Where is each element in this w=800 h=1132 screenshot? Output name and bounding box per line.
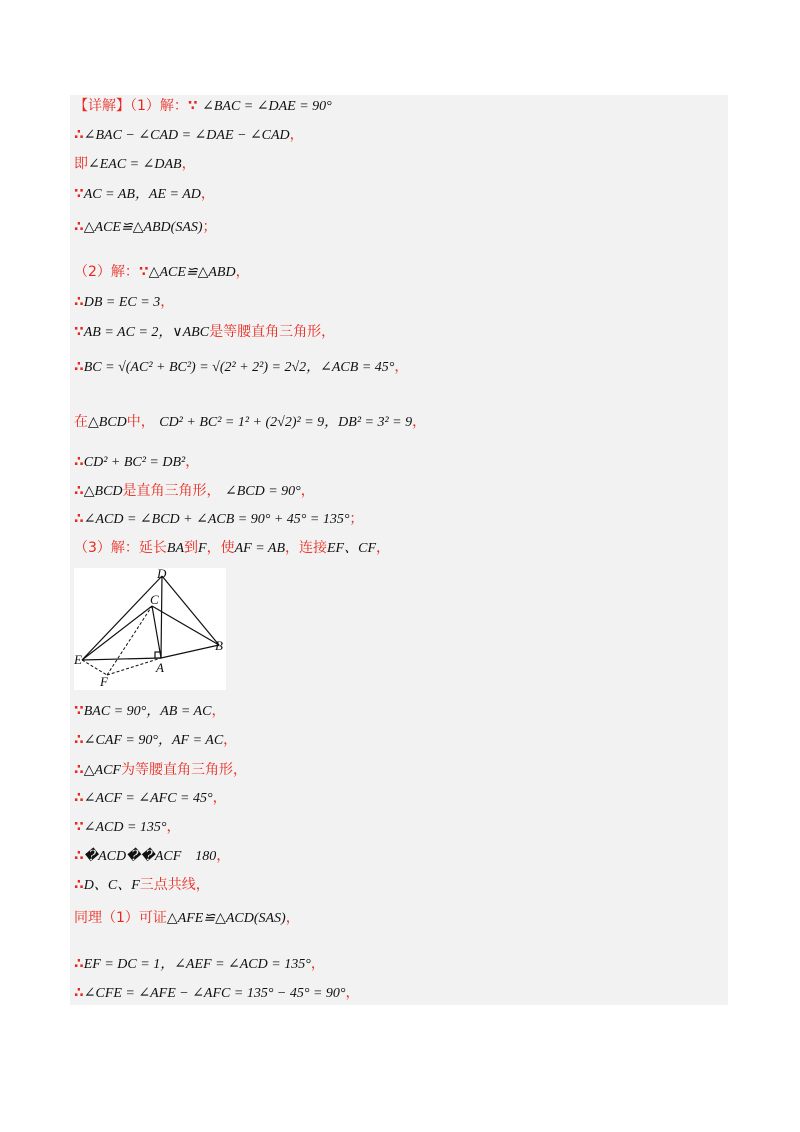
- therefore-symbol: ∴: [74, 762, 84, 778]
- segment-ab: [161, 645, 219, 658]
- solution-line-14: （3）解：延长BA到F，使AF = AB，连接EF、CF，: [74, 540, 390, 556]
- solution-line-12: ∴△BCD是直角三角形， ∠BCD = 90°，: [74, 483, 315, 499]
- solution-line-2: ∴∠BAC − ∠CAD = ∠DAE − ∠CAD，: [74, 127, 304, 143]
- math-expression: CD² + BC² = 1² + (2√2)² = 9，DB² = 3² = 9: [159, 415, 413, 430]
- label-d: D: [157, 568, 167, 581]
- math-expression: ∠CAF = 90°，AF = AC: [83, 733, 224, 748]
- label-b: B: [215, 638, 223, 653]
- solution-line-15: ∵BAC = 90°，AB = AC，: [74, 703, 226, 719]
- label-e: E: [74, 652, 82, 667]
- because-symbol: ∵: [187, 98, 198, 114]
- math-expression: ∠CFE = ∠AFE − ∠AFC = 135° − 45° = 90°: [83, 986, 346, 1001]
- solution-line-22: 同理（1）可证△AFE≌△ACD(SAS)，: [74, 910, 300, 926]
- math-expression: △ACE≌△ABD: [148, 265, 236, 280]
- math-expression: EF = DC = 1，∠AEF = ∠ACD = 135°: [83, 957, 311, 972]
- label-f: F: [100, 674, 108, 689]
- math-expression: △BCD: [88, 415, 127, 430]
- math-expression: BAC = 90°，AB = AC: [83, 704, 212, 719]
- therefore-symbol: ∴: [74, 359, 84, 375]
- solution-line-6: （2）解：∵△ACE≌△ABD，: [74, 264, 250, 280]
- solution-line-16: ∴∠CAF = 90°，AF = AC，: [74, 732, 238, 748]
- therefore-symbol: ∴: [74, 127, 84, 143]
- math-expression: BC = √(AC² + BC²) = √(2² + 2²) = 2√2，∠ACB = 45°: [83, 360, 395, 375]
- because-symbol: ∵: [74, 703, 84, 719]
- label-a: A: [156, 660, 164, 675]
- math-expression: ∠EAC = ∠DAB: [88, 157, 182, 172]
- geometry-figure: [74, 568, 226, 690]
- therefore-symbol: ∴: [74, 877, 84, 893]
- solution-line-10: 在△BCD中， CD² + BC² = 1² + (2√2)² = 9，DB² = 3² = 9，: [74, 414, 427, 430]
- solution-line-18: ∴∠ACF = ∠AFC = 45°，: [74, 790, 227, 806]
- segment-ef: [82, 660, 107, 675]
- solution-line-5: ∴△ACE≌△ABD(SAS)；: [74, 219, 217, 235]
- solution-line-17: ∴△ACF为等腰直角三角形，: [74, 762, 247, 778]
- math-expression: ∠BAC − ∠CAD = ∠DAE − ∠CAD: [83, 128, 290, 143]
- solution-line-8: ∵AB = AC = 2，∨ABC是等腰直角三角形，: [74, 324, 336, 340]
- math-expression: AB = AC = 2，∨ABC: [83, 325, 210, 340]
- prefix-text: 【详解】（1）解：: [74, 98, 188, 114]
- solution-line-19: ∵∠ACD = 135°，: [74, 819, 181, 835]
- therefore-symbol: ∴: [74, 454, 84, 470]
- solution-line-21: ∴D、C、F三点共线，: [74, 877, 210, 893]
- math-expression: ∠BAC = ∠DAE = 90°: [202, 99, 332, 114]
- math-expression: △BCD: [83, 484, 123, 499]
- solution-line-13: ∴∠ACD = ∠BCD + ∠ACB = 90° + 45° = 135°；: [74, 511, 364, 527]
- segment-de: [82, 576, 162, 660]
- math-expression: AC = AB，AE = AD: [83, 187, 201, 202]
- solution-line-3: 即∠EAC = ∠DAB，: [74, 156, 196, 172]
- segment-cb: [152, 606, 219, 645]
- solution-line-7: ∴DB = EC = 3，: [74, 294, 175, 310]
- solution-line-9: ∴BC = √(AC² + BC²) = √(2² + 2²) = 2√2，∠ACB = 45°，: [74, 359, 409, 375]
- therefore-symbol: ∴: [74, 848, 84, 864]
- solution-line-20: ∴�ACD��ACF 180，: [74, 848, 231, 864]
- because-symbol: ∵: [74, 324, 84, 340]
- therefore-symbol: ∴: [74, 985, 84, 1001]
- segment-db: [162, 576, 219, 645]
- math-expression: △AFE≌△ACD(SAS): [166, 911, 286, 926]
- because-symbol: ∵: [74, 819, 84, 835]
- math-expression: △ACE≌△ABD(SAS): [83, 220, 203, 235]
- segment-ce: [82, 606, 152, 660]
- math-expression: ∠ACD = ∠BCD + ∠ACB = 90° + 45° = 135°: [83, 512, 350, 527]
- because-symbol: ∵: [138, 264, 149, 280]
- segment-ea: [82, 658, 161, 660]
- solution-line-4: ∵AC = AB，AE = AD，: [74, 186, 215, 202]
- because-symbol: ∵: [74, 186, 84, 202]
- solution-line-23: ∴EF = DC = 1，∠AEF = ∠ACD = 135°，: [74, 956, 325, 972]
- therefore-symbol: ∴: [74, 294, 84, 310]
- math-expression: ∠ACD = 135°: [83, 820, 167, 835]
- segment-da: [161, 576, 162, 658]
- segment-fa: [107, 658, 161, 675]
- therefore-symbol: ∴: [74, 483, 84, 499]
- segment-fc: [107, 606, 152, 675]
- therefore-symbol: ∴: [74, 790, 84, 806]
- triangle-diagram: [74, 568, 226, 690]
- solution-line-24: ∴∠CFE = ∠AFE − ∠AFC = 135° − 45° = 90°，: [74, 985, 360, 1001]
- label-c: C: [150, 592, 159, 607]
- math-expression: ∠ACF = ∠AFC = 45°: [83, 791, 213, 806]
- therefore-symbol: ∴: [74, 732, 84, 748]
- math-expression: △ACF: [83, 763, 121, 778]
- therefore-symbol: ∴: [74, 956, 84, 972]
- math-expression: DB = EC = 3: [83, 295, 161, 310]
- therefore-symbol: ∴: [74, 219, 84, 235]
- solution-line-11: ∴CD² + BC² = DB²，: [74, 454, 200, 470]
- therefore-symbol: ∴: [74, 511, 84, 527]
- solution-line-1: [74, 97, 332, 116]
- math-expression: D、C、F: [83, 878, 140, 893]
- math-expression: CD² + BC² = DB²: [83, 455, 186, 470]
- segment-ca: [152, 606, 161, 658]
- math-expression: ∠BCD = 90°: [224, 484, 301, 499]
- math-expression: �ACD��ACF 180: [83, 849, 217, 864]
